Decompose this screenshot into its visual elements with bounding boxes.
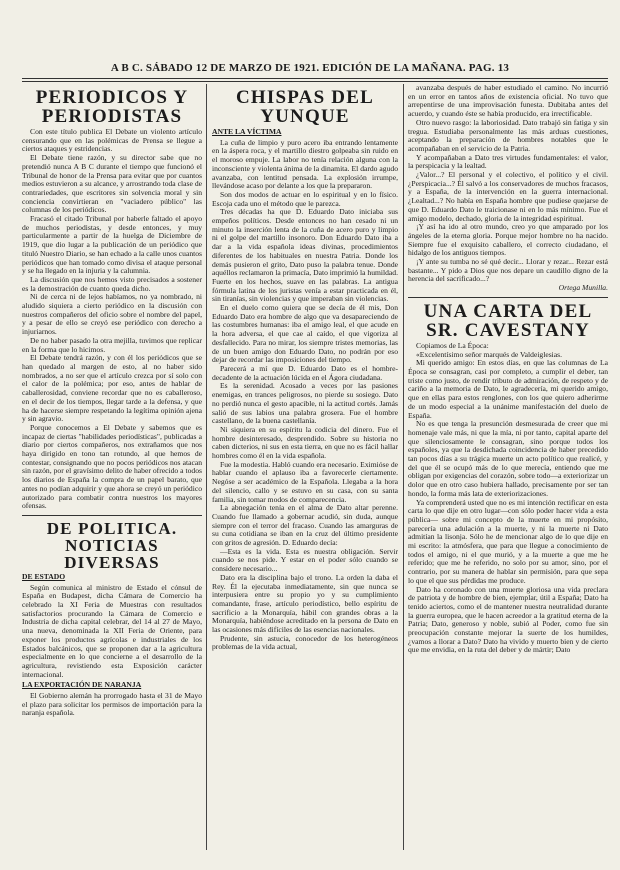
paragraph: ¿Valor...? El personal y el colectivo, el político y el civil. ¿Perspicacia...? Él salvó a los conservadores de muchos fracasos, y a España, de la intervención en la guerra internacional. ¿Lealtad...? No había en España hombre que pudiese quejarse de que D. Eduardo Dato le traicionase ni en lo más mínimo. Fue el amigo modelo, dechado, gloria de la integridad espiritual. [408, 170, 608, 223]
paragraph: Dato ha coronado con una muerte gloriosa una vida preclara de patriota y de hombre de bien, ejemplar, útil a España; Dato ha tenido aciertos, como el de mantener nuestra neutralidad durante la guerra europea, que le hacen acreedor a la gratitud eterna de la Patria; Dato, generoso y noble, subió al Poder, como fue sin preocupación constante mejorar la suerte de los humildes, ¿vamos a llorar a Dato? Dato ha vivido y muerto bien y de cierto que me envidia, en la ruta del deber y de mártir; Dato [408, 584, 608, 655]
paragraph: avanzaba después de haber estudiado el camino. No incurrió en un error en tantos años de existencia oficial. No tuvo que arrepentirse de una improvisación funesta. Dubitaba antes del acuerdo, y cuando éste se había producido, era irrectificable. [408, 84, 608, 119]
paragraph: La abnegación tenía en el alma de Dato altar perenne. Cuando fue llamado a gobernar acudió, sin duda, aunque siempre con el terror del fracaso. Cuando las amarguras de su cuna cotidiana se iban en la cruz del último presidente con gritos de agresión. D. Eduardo decía: [212, 503, 398, 548]
paragraph: Según comunica al ministro de Estado el cónsul de España en Budapest, dicha Cámara de Comercio ha celebrado la XI Feria de Muestras con resultados satisfactorios procurando la Cámara de Comercio e Industria de dicha capital celebrar, del 14 al 27 de Mayo, una nueva, denominada la XII Feria de Oriente, para exponer los productos agrícolas e industriales de los Estados balcánicos, que se proponen dar a la agricultura especialmente en lo que concierne a el desarrollo de la agricultura, revistiendo esta Exposición carácter internacional. [22, 582, 202, 679]
paragraph: El Debate tiene razón, y su director sabe que no pretendió nunca A B C durante el tiempo que funcionó el Tribunal de honor de la Prensa para evitar que por cuantos medios estuvieron a su alcance, y arrostrando toda clase de contrariedades, que escritores sin solvencia moral y sin conciencia convirtieran en "vaciadero público" las columnas de los periódicos. [22, 153, 202, 215]
paragraph: Porque conocemos a El Debate y sabemos que es incapaz de ciertas "habilidades periodísticas", publicadas a diario por ciertos compañeros, nos extrañamos que nos haya dirigido en tono tan rotundo, al que hemos de contestar, consignando que no pocos periódicos nos atacan sin razón, por el gravísimo delito de haber ofrecido a todos los diarios de España la compra de un papel barato, que antes no podían adquirir y que ahora se creyó un periódico autorizado para combatir contra nuestros los mayores ofensas. [22, 422, 202, 511]
paragraph: —Esta es la vida. Esta es nuestra obligación. Servir cuando se nos pide. Y estar en el poder sólo cuando se considere necesario... [212, 546, 398, 574]
intro-line: Copiamos de La Época: [416, 340, 489, 350]
article-chispas-body [212, 139, 398, 652]
paragraph: La discusión que nos hemos visto precisados a sostener es la demostración de cuanto queda dicho. [22, 274, 202, 293]
paragraph: Con este título publica El Debate un violento artículo censurando que en las polémicas de Prensa se llegue a ciertos ataques y estridencias. [22, 127, 202, 154]
running-head: A B C. SÁBADO 12 DE MARZO DE 1921. EDICIÓN DE LA MAÑANA. PAG. 13 [110, 62, 510, 74]
headline-carta-cavestany: UNA CARTA DEL SR. CAVESTANY [423, 300, 593, 341]
paragraph: Otro nuevo rasgo: la laboriosidad. Dato trabajó sin fatiga y sin tregua. Estudiaba personalmente las más arduas cuestiones, aceptando la preparación de hombres notables que le acompañaban en el servicio de la Patria. [408, 117, 608, 153]
header-rule-secondary [22, 81, 608, 82]
column-center [212, 84, 398, 852]
paragraph: ¡Y ante su tumba no sé qué decir... Llorar y rezar... Rezar está bastante... Y pido a Dios que nos depare un caudillo digno de la herencia del sacrificado...? [408, 257, 608, 284]
article-carta-body [408, 359, 608, 655]
header-rule [22, 78, 608, 79]
paragraph: ¡Y así ha ido al otro mundo, creo yo que amparado por los ángeles de la eterna gloria. Porque mejor hombre no ha nacido. Siempre fue el exquisito caballero, el correcto ciudadano, el hidalgo de los antiguos tiempos. [408, 222, 608, 258]
subhead-de-estado: DE ESTADO [22, 571, 66, 581]
paragraph: Prudente, sin astucia, conocedor de los heterogéneos problemas de la vida actual, [212, 633, 398, 652]
signature-ortega-munilla: Ortega Munilla. [558, 283, 608, 293]
paragraph: No es que tenga la presunción desmesurada de creer que mi homenaje vale más, ni que la mía, ni por tanto, capital aparte del que silenciosamente le consagran, sino porque todos los españoles, ya que la desdichada coincidencia de haber precedido tan pocos días a su trágica muerte un acto político que realicé, y del que él se ocupó más de lo que merecía, entiendo que me obligan por exigencias del corazón, sobre todo—a exteriorizar un dolor que en otro caso hubiera hallado, precisamente por ser tan hondo, la forma más lata de exteriorizaciones. [408, 419, 608, 498]
paragraph: Mi querido amigo: En estos días, en que las columnas de La Época se consagran, casi por completo, a cumplir el deber, tan triste como justo, de rendir tributo de admiración, de respeto y de cariño a la memoria de Dato, le agradecería, mi querido amigo, que en ellas para estos renglones, con los que quiero adherirme de un modo especial a la unánime manifestación del duelo de España. [408, 358, 608, 420]
paragraph: En el duelo como quiera que se decía de él mis, Don Eduardo Dato era hombre de algo que va desapareciendo de las costumbres humanas: iba el amigo leal, el que acude en la hora adversa, el que cae al caído, el que vigoriza al desfallecido. Para no mirar, los siempre tristes memorias, las de un buen amigo don Eduardo Dato, no podrán por eso dejar de recordar las imposiciones del tiempo. [212, 303, 398, 365]
paragraph: Parecerá a mí que D. Eduardo Dato es el hombre-decadente de la actuación lúcida en el Ágora ciudadana. [212, 363, 398, 382]
paragraph: Ni de cerca ni de lejos habíamos, no ya nombrado, ni aludido siquiera a cierto periódico en la discusión con nuestros compañeros del oficio sobre el nombre del papel, y a pesar de ello se creyó ese periódico con derecho a injuriarnos. [22, 292, 202, 337]
paragraph: De no haber pasado la otra mejilla, tuvimos que replicar en la forma que lo hicimos. [22, 335, 202, 354]
section-divider [408, 297, 608, 298]
headline-periodicos: PERIODICOS Y PERIODISTAS [35, 87, 189, 127]
paragraph: Es la serenidad. Acosado a veces por las pasiones enemigas, en trances peligrosos, no pierde su sosiego. Dato no perdió nunca el gesto apacible, ni la actitud cortés. Jamás salió de sus labios una palabra grosera. Fue el hombre castellano, de la buena castellanía. [212, 381, 398, 426]
paragraph: Tres décadas ha que D. Eduardo Dato iniciaba sus empeños políticos. Desde entonces no han cesado ni un minuto la inserción lenta de la cuña de acero puro y limpio ni el golpe del martillo insonoro. Don Eduardo Dato iba a dar a la vida española ideas divinas, procedimientos diferentes de los habituales en nuestra Patria. Donde los demás pusieron el grito, Dato puso la palabra tenue. Donde aquéllos reclamaron la primacía, Dato imprimió la humildad. Fuerte en los hechos, suave en las palabras. La antigua fórmula latina de los juristas venía a estar practicada en él, sin tiranías, sin violencias y que imperaban sin violencias. [212, 207, 398, 304]
article-chispas-continuation [408, 84, 608, 284]
column-divider [206, 84, 207, 850]
column-divider [403, 84, 404, 850]
paragraph: Fue la modestia. Habló cuando era necesario. Eximióse de hablar cuando el aplauso iba a favorecerle ciertamente. Negóse a ser académico de la Española. Llegaba a la hora del silencio, callo y se estuvo en su casa, con su santa familia, sin tomar modos de comparecencia. [212, 459, 398, 504]
subhead-exportacion-naranja: LA EXPORTACIÓN DE NARANJA [22, 680, 142, 690]
paragraph: Y acompañaban a Dato tres virtudes fundamentales: el valor, la perspicacia y la lealtad. [408, 152, 608, 171]
headline-chispas: CHISPAS DEL YUNQUE [236, 87, 374, 127]
article-naranja-body [22, 692, 202, 718]
paragraph: Son dos modos de actuar en lo espiritual y en lo físico. Escoja cada uno el método que le parezca. [212, 189, 398, 208]
section-divider [22, 515, 202, 516]
column-left [22, 84, 202, 852]
paragraph: El Gobierno alemán ha prorrogado hasta el 31 de Mayo el plazo para solicitar los permisos de importación para la naranja española. [22, 691, 202, 718]
article-politica-body [22, 584, 202, 680]
paragraph: Ya comprenderá usted que no es mi intención rectificar en esta carta lo que dije en otro lugar—con sólo poder hacer vida a esta pública— sobre mi concepto de la muerte en mi propósito, parecería una adulación a la muerte, y ni la muerte ni Dato admitían la lisonja. Sólo he de mencionar algo de lo que dije en mi escrito: la atmósfera, que para que llegue a conocimiento de todos el amigo, ni el que murió, y a la muerte a que me he referido; que me he referido, no solo por su amor, sino, por el contrario, por su manera de hablar sin permisión, para que sepa lo que el que sus pérdidas me produce. [408, 497, 608, 585]
column-right [408, 84, 608, 852]
paragraph: La cuña de limpio y puro acero iba entrando lentamente en la áspera roca, y el martillo diestro golpeaba sin ruido en el moroso empuje. La labor no tenía relación alguna con la inconsciente y violenta ánima de la dinamita. El dardo agudo avanzaba, con lentitud pensada. La explosión irrumpe, llevándose acaso por delante a los que la prepararon. [212, 137, 398, 191]
headline-politica: DE POLITICA. NOTICIAS DIVERSAS [46, 518, 178, 572]
subhead-ante-la-victima: ANTE LA VÍCTIMA [212, 127, 282, 136]
paragraph: Ni siquiera en su espíritu la codicia del dinero. Fue el hombre desinteresado, desprendido. Sobre su historia no caben dicterios, ni sus en esta tierra, en que no es fácil hallar hombres como él en la vida española. [212, 424, 398, 461]
letter-salutation: «Excelentísimo señor marqués de Valdeiglesias. [416, 349, 563, 359]
paragraph: Dato era la disciplina bajo el trono. La orden la daba el Rey. Él la ejecutaba inmediatamente, sin que nunca se interpusiera entre su propio yo y su cumplimiento comandante, frase, artículo periodístico, bello espíritu de sacrificio a la Monarquía, hábil con grandes obras a la Monarquía, habiéndose acreditado en la persona de Dato en las ocasiones más difíciles de las esencias nacionales. [212, 572, 398, 635]
article-periodicos-body [22, 128, 202, 511]
paragraph: Fracasó el citado Tribunal por haberle faltado el apoyo de muchos periodistas, y desde entonces, y muy particularmente a partir de la huelga de Diciembre de 1919, que dio lugar a la publicación de un periódico que tituló Nuestro Diario, se han echado a la calle unos cuantos periódicos que han tomado como divisa el ataque personal y se ha llegado en la injuria y la calumnia. [22, 214, 202, 276]
paragraph: El Debate tendrá razón, y con él los periódicos que se han quedado al margen de esto, al no haber sido nombrados, a no ser que el artículo crezca por sí solo con el calor de la polémica; por eso, antes de hablar de caballerosidad, conviene recordar que no es caballeroso, en el decir de los tiempos, llegar tarde a la defensa, y que ha de hacerse siempre respetando la legítima opinión ajena y sin agravio. [22, 353, 202, 424]
